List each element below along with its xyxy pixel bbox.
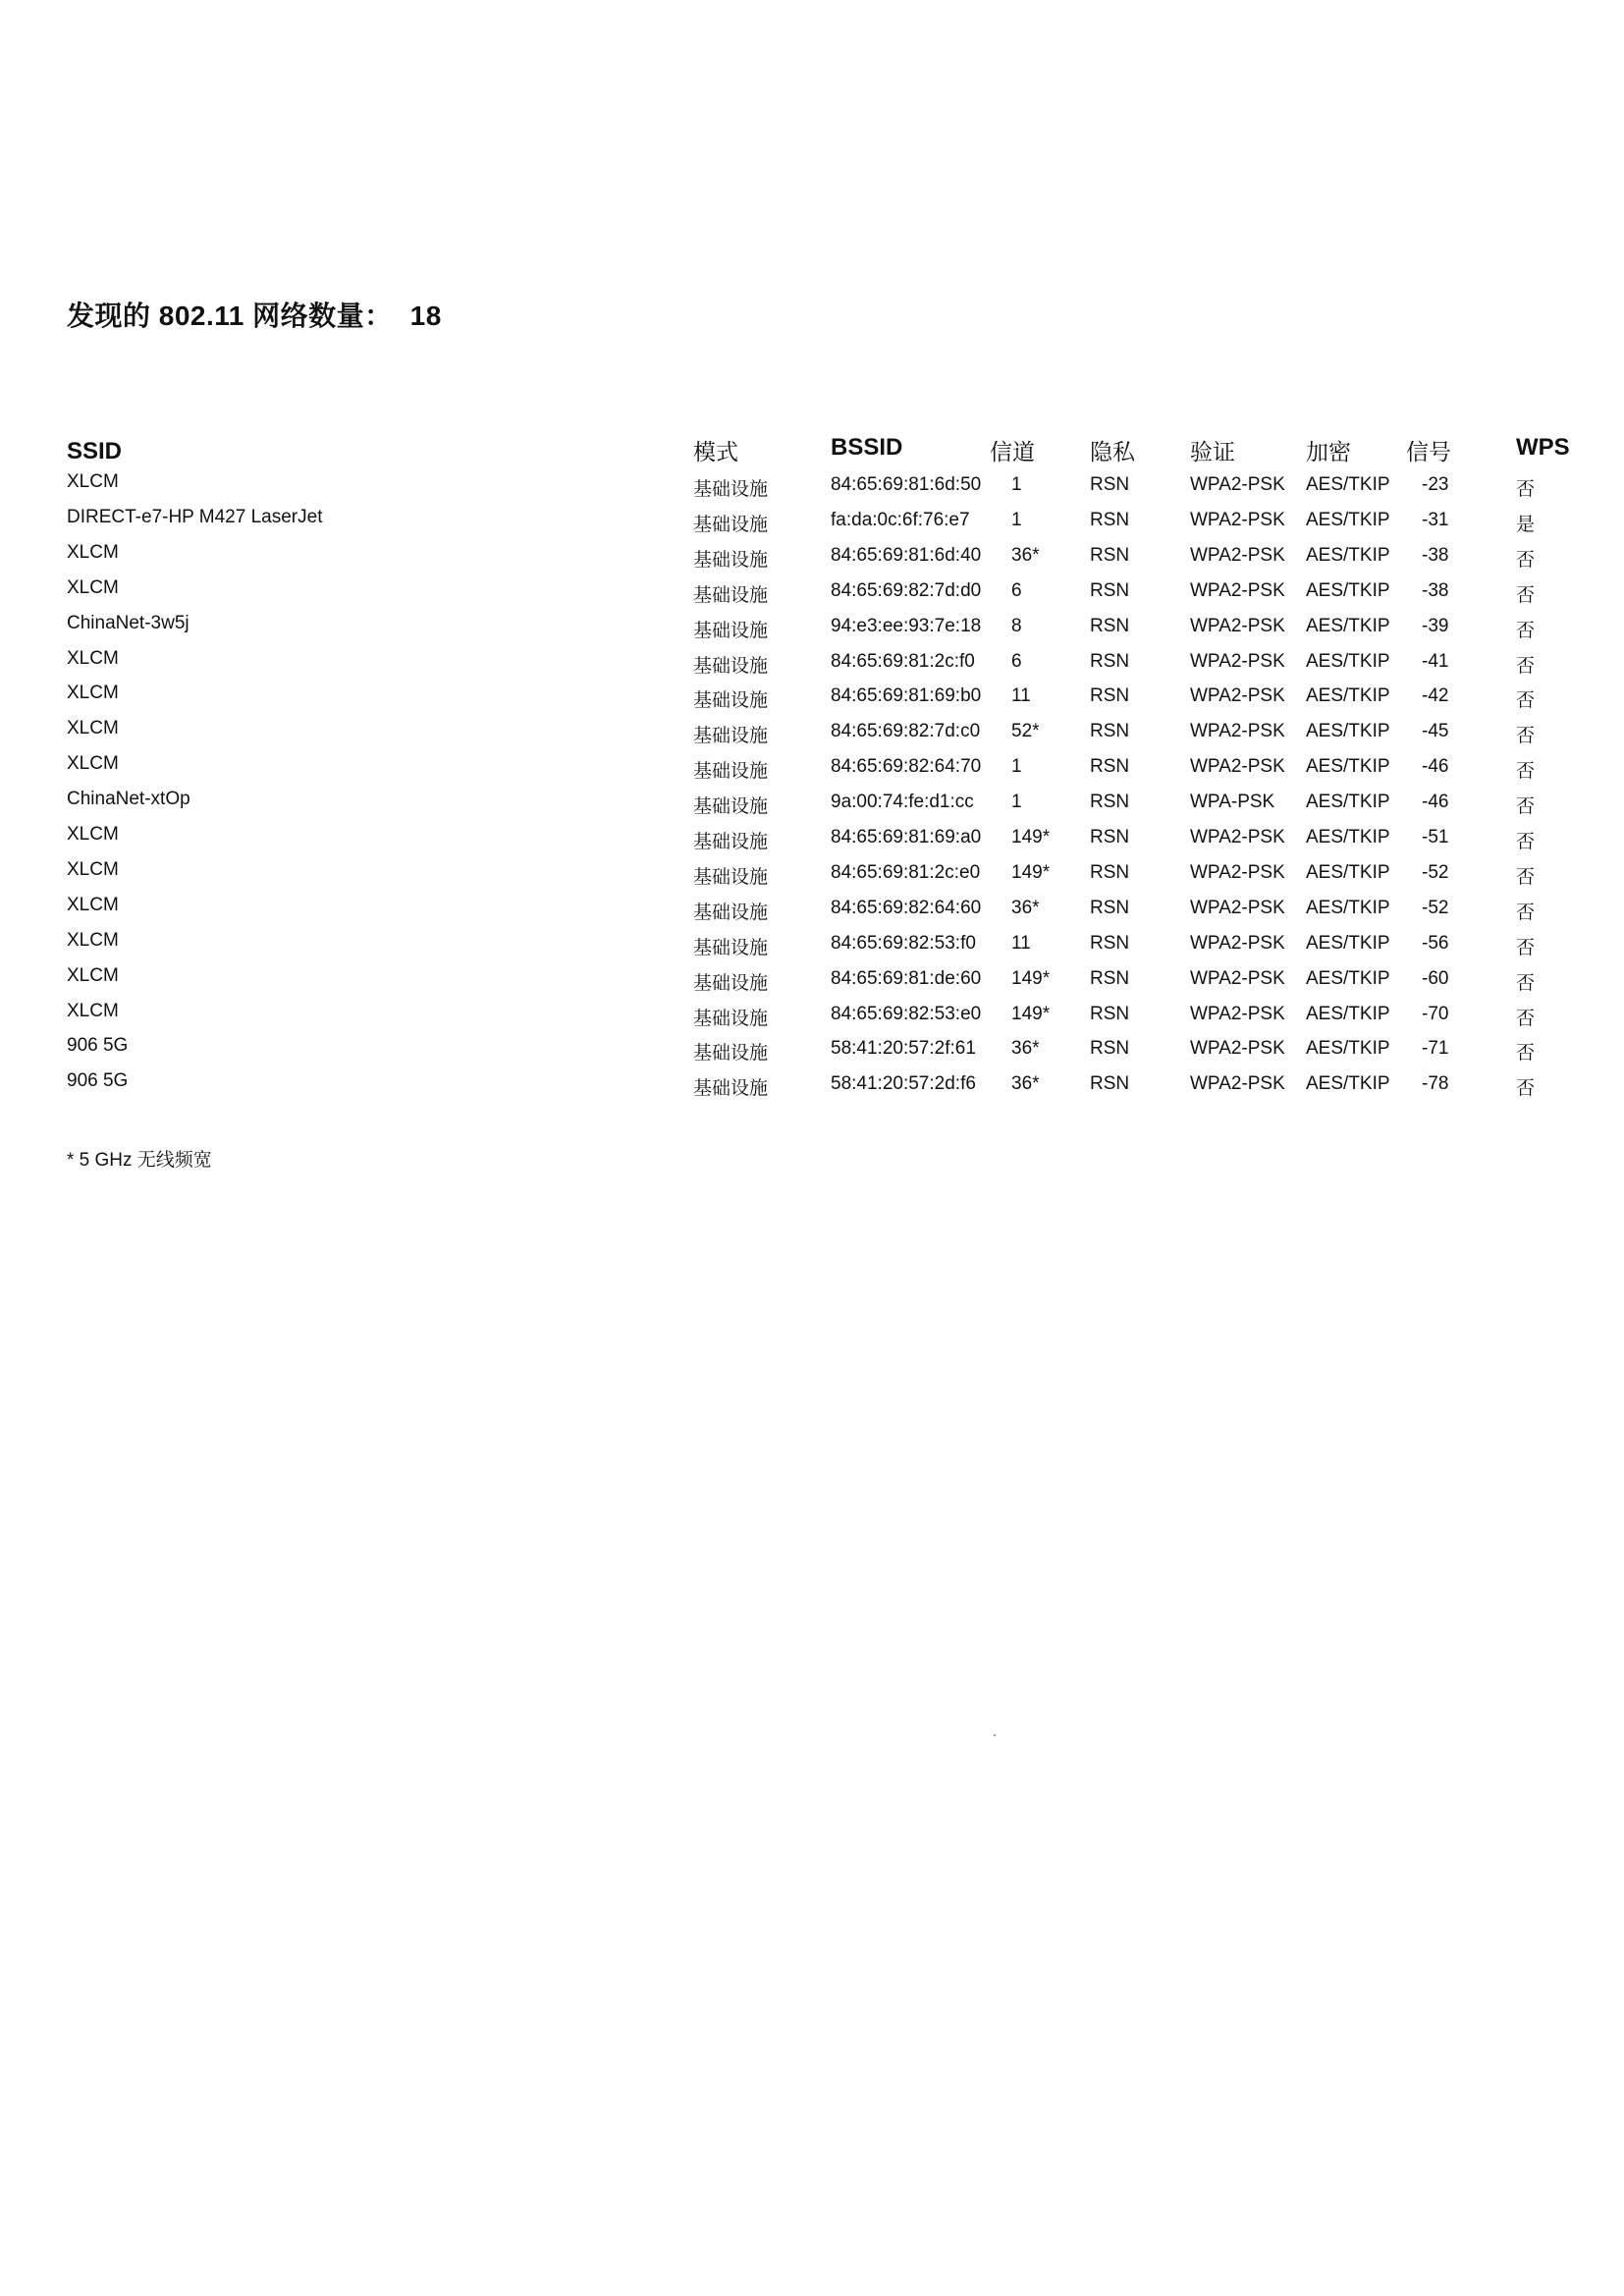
cell-encryption: AES/TKIP	[1306, 967, 1390, 989]
cell-channel: 149*	[1011, 861, 1051, 883]
network-count: 18	[409, 301, 442, 331]
cell-encryption: AES/TKIP	[1306, 474, 1390, 495]
table-row	[0, 507, 1624, 542]
cell-auth: WPA2-PSK	[1190, 967, 1285, 989]
cell-auth: WPA2-PSK	[1190, 827, 1285, 847]
cell-channel: 6	[1011, 579, 1022, 601]
cell-ssid: XLCM	[67, 894, 119, 915]
cell-signal: -45	[1422, 721, 1449, 742]
header-encryption: 加密	[1306, 439, 1351, 465]
table-row	[0, 895, 1624, 930]
cell-signal: -52	[1422, 861, 1449, 883]
cell-signal: -52	[1422, 897, 1449, 918]
table-row	[0, 930, 1624, 965]
cell-channel: 52*	[1011, 721, 1040, 742]
cell-privacy: RSN	[1090, 685, 1130, 707]
cell-auth: WPA2-PSK	[1190, 721, 1285, 742]
scan-speck	[994, 1734, 996, 1736]
cell-ssid: XLCM	[67, 929, 119, 951]
cell-wps: 是	[1516, 514, 1536, 535]
cell-bssid: 84:65:69:81:6d:40	[831, 544, 982, 566]
cell-mode: 基础设施	[693, 866, 769, 888]
cell-mode: 基础设施	[693, 761, 769, 783]
cell-auth: WPA2-PSK	[1190, 932, 1285, 954]
cell-ssid: ChinaNet-xtOp	[67, 789, 190, 810]
cell-ssid: XLCM	[67, 541, 119, 563]
table-row	[0, 542, 1624, 577]
cell-mode: 基础设施	[693, 1043, 769, 1065]
cell-channel: 149*	[1011, 827, 1051, 847]
cell-encryption: AES/TKIP	[1306, 615, 1390, 636]
cell-bssid: 94:e3:ee:93:7e:18	[831, 615, 982, 636]
cell-mode: 基础设施	[693, 937, 769, 958]
cell-channel: 36*	[1011, 897, 1040, 918]
cell-channel: 149*	[1011, 967, 1051, 989]
cell-ssid: XLCM	[67, 471, 119, 492]
cell-wps: 否	[1516, 1043, 1536, 1065]
header-privacy: 隐私	[1090, 439, 1135, 465]
cell-signal: -41	[1422, 650, 1449, 672]
cell-auth: WPA2-PSK	[1190, 615, 1285, 636]
cell-mode: 基础设施	[693, 832, 769, 852]
header-channel: 信道	[990, 439, 1035, 465]
cell-wps: 否	[1516, 796, 1536, 818]
table-row	[0, 471, 1624, 507]
table-row	[0, 1070, 1624, 1106]
cell-signal: -38	[1422, 544, 1449, 566]
header-wps: WPS	[1516, 434, 1570, 461]
cell-bssid: 84:65:69:82:64:60	[831, 897, 982, 918]
cell-ssid: XLCM	[67, 1000, 119, 1021]
cell-signal: -23	[1422, 474, 1449, 495]
cell-signal: -70	[1422, 1003, 1449, 1024]
cell-bssid: 84:65:69:82:53:e0	[831, 1003, 982, 1024]
cell-bssid: 58:41:20:57:2f:61	[831, 1038, 976, 1060]
cell-encryption: AES/TKIP	[1306, 721, 1390, 742]
cell-wps: 否	[1516, 866, 1536, 888]
cell-auth: WPA2-PSK	[1190, 509, 1285, 530]
cell-auth: WPA2-PSK	[1190, 650, 1285, 672]
cell-privacy: RSN	[1090, 897, 1130, 918]
header-mode: 模式	[693, 439, 738, 465]
table-row	[0, 965, 1624, 1001]
table-row	[0, 859, 1624, 895]
cell-ssid: XLCM	[67, 718, 119, 739]
cell-encryption: AES/TKIP	[1306, 1003, 1390, 1024]
cell-encryption: AES/TKIP	[1306, 1038, 1390, 1060]
cell-ssid: XLCM	[67, 824, 119, 845]
cell-channel: 11	[1011, 685, 1031, 707]
cell-wps: 否	[1516, 761, 1536, 783]
cell-ssid: 906 5G	[67, 1035, 129, 1057]
cell-bssid: 58:41:20:57:2d:f6	[831, 1073, 976, 1095]
cell-ssid: XLCM	[67, 858, 119, 880]
header-bssid: BSSID	[831, 434, 903, 461]
cell-mode: 基础设施	[693, 1008, 769, 1029]
cell-mode: 基础设施	[693, 479, 769, 500]
cell-channel: 1	[1011, 474, 1022, 495]
cell-signal: -71	[1422, 1038, 1449, 1060]
cell-privacy: RSN	[1090, 544, 1130, 566]
cell-bssid: 84:65:69:82:64:70	[831, 756, 982, 778]
cell-mode: 基础设施	[693, 902, 769, 923]
cell-mode: 基础设施	[693, 726, 769, 747]
cell-privacy: RSN	[1090, 650, 1130, 672]
cell-auth: WPA2-PSK	[1190, 1073, 1285, 1095]
cell-channel: 36*	[1011, 1038, 1040, 1060]
cell-ssid: XLCM	[67, 753, 119, 775]
cell-wps: 否	[1516, 1008, 1536, 1029]
cell-mode: 基础设施	[693, 620, 769, 641]
title-label: 发现的 802.11 网络数量：	[67, 301, 393, 331]
cell-privacy: RSN	[1090, 474, 1130, 495]
footnote: * 5 GHz 无线频宽	[67, 1150, 212, 1171]
cell-mode: 基础设施	[693, 796, 769, 818]
cell-channel: 1	[1011, 756, 1022, 778]
cell-bssid: 84:65:69:81:69:b0	[831, 685, 982, 707]
cell-encryption: AES/TKIP	[1306, 544, 1390, 566]
cell-wps: 否	[1516, 690, 1536, 712]
table-row	[0, 1035, 1624, 1070]
cell-wps: 否	[1516, 620, 1536, 641]
cell-encryption: AES/TKIP	[1306, 861, 1390, 883]
cell-wps: 否	[1516, 972, 1536, 994]
table-row	[0, 577, 1624, 613]
cell-mode: 基础设施	[693, 584, 769, 606]
cell-signal: -51	[1422, 827, 1449, 847]
cell-wps: 否	[1516, 655, 1536, 677]
cell-mode: 基础设施	[693, 655, 769, 677]
cell-privacy: RSN	[1090, 509, 1130, 530]
cell-signal: -46	[1422, 756, 1449, 778]
header-signal: 信号	[1406, 439, 1451, 465]
cell-privacy: RSN	[1090, 615, 1130, 636]
cell-privacy: RSN	[1090, 827, 1130, 847]
cell-wps: 否	[1516, 549, 1536, 571]
cell-channel: 6	[1011, 650, 1022, 672]
cell-channel: 36*	[1011, 544, 1040, 566]
table-row	[0, 648, 1624, 683]
cell-ssid: 906 5G	[67, 1070, 129, 1092]
cell-ssid: XLCM	[67, 647, 119, 669]
cell-signal: -46	[1422, 792, 1449, 813]
cell-ssid: DIRECT-e7-HP M427 LaserJet	[67, 506, 323, 527]
cell-wps: 否	[1516, 584, 1536, 606]
cell-bssid: 84:65:69:81:69:a0	[831, 827, 982, 847]
cell-privacy: RSN	[1090, 721, 1130, 742]
cell-auth: WPA-PSK	[1190, 792, 1275, 813]
cell-bssid: 84:65:69:81:2c:e0	[831, 861, 981, 883]
cell-ssid: ChinaNet-3w5j	[67, 612, 189, 633]
table-row	[0, 683, 1624, 718]
cell-privacy: RSN	[1090, 1073, 1130, 1095]
cell-signal: -42	[1422, 685, 1449, 707]
cell-bssid: 84:65:69:82:7d:d0	[831, 579, 982, 601]
cell-channel: 1	[1011, 509, 1022, 530]
cell-auth: WPA2-PSK	[1190, 1038, 1285, 1060]
cell-bssid: 84:65:69:82:7d:c0	[831, 721, 981, 742]
cell-bssid: 84:65:69:82:53:f0	[831, 932, 976, 954]
cell-auth: WPA2-PSK	[1190, 544, 1285, 566]
cell-signal: -31	[1422, 509, 1449, 530]
cell-channel: 8	[1011, 615, 1022, 636]
cell-channel: 149*	[1011, 1003, 1051, 1024]
cell-auth: WPA2-PSK	[1190, 897, 1285, 918]
header-ssid: SSID	[67, 438, 123, 465]
cell-signal: -78	[1422, 1073, 1449, 1095]
cell-encryption: AES/TKIP	[1306, 897, 1390, 918]
cell-wps: 否	[1516, 479, 1536, 500]
cell-bssid: 84:65:69:81:2c:f0	[831, 650, 975, 672]
cell-encryption: AES/TKIP	[1306, 509, 1390, 530]
table-row	[0, 1001, 1624, 1036]
cell-mode: 基础设施	[693, 690, 769, 712]
cell-auth: WPA2-PSK	[1190, 1003, 1285, 1024]
cell-privacy: RSN	[1090, 756, 1130, 778]
cell-bssid: fa:da:0c:6f:76:e7	[831, 509, 970, 530]
cell-signal: -56	[1422, 932, 1449, 954]
cell-mode: 基础设施	[693, 514, 769, 535]
cell-encryption: AES/TKIP	[1306, 932, 1390, 954]
cell-wps: 否	[1516, 726, 1536, 747]
cell-ssid: XLCM	[67, 683, 119, 704]
table-row	[0, 789, 1624, 824]
cell-signal: -38	[1422, 579, 1449, 601]
cell-mode: 基础设施	[693, 972, 769, 994]
cell-privacy: RSN	[1090, 967, 1130, 989]
cell-privacy: RSN	[1090, 932, 1130, 954]
cell-encryption: AES/TKIP	[1306, 685, 1390, 707]
table-row	[0, 718, 1624, 753]
cell-encryption: AES/TKIP	[1306, 827, 1390, 847]
cell-bssid: 84:65:69:81:6d:50	[831, 474, 982, 495]
cell-auth: WPA2-PSK	[1190, 474, 1285, 495]
cell-ssid: XLCM	[67, 964, 119, 986]
cell-privacy: RSN	[1090, 792, 1130, 813]
cell-ssid: XLCM	[67, 576, 119, 598]
cell-wps: 否	[1516, 937, 1536, 958]
cell-privacy: RSN	[1090, 1003, 1130, 1024]
cell-encryption: AES/TKIP	[1306, 756, 1390, 778]
header-auth: 验证	[1190, 439, 1235, 465]
cell-channel: 11	[1011, 932, 1031, 954]
table-row	[0, 753, 1624, 789]
cell-encryption: AES/TKIP	[1306, 650, 1390, 672]
cell-encryption: AES/TKIP	[1306, 1073, 1390, 1095]
cell-privacy: RSN	[1090, 579, 1130, 601]
cell-auth: WPA2-PSK	[1190, 861, 1285, 883]
cell-signal: -39	[1422, 615, 1449, 636]
table-row	[0, 613, 1624, 648]
cell-signal: -60	[1422, 967, 1449, 989]
cell-mode: 基础设施	[693, 549, 769, 571]
cell-wps: 否	[1516, 1078, 1536, 1100]
cell-mode: 基础设施	[693, 1078, 769, 1100]
cell-bssid: 84:65:69:81:de:60	[831, 967, 982, 989]
table-row	[0, 824, 1624, 859]
cell-bssid: 9a:00:74:fe:d1:cc	[831, 792, 974, 813]
page-title	[67, 295, 442, 334]
cell-encryption: AES/TKIP	[1306, 792, 1390, 813]
cell-auth: WPA2-PSK	[1190, 579, 1285, 601]
cell-auth: WPA2-PSK	[1190, 685, 1285, 707]
cell-wps: 否	[1516, 832, 1536, 852]
cell-channel: 36*	[1011, 1073, 1040, 1095]
cell-auth: WPA2-PSK	[1190, 756, 1285, 778]
cell-privacy: RSN	[1090, 861, 1130, 883]
cell-encryption: AES/TKIP	[1306, 579, 1390, 601]
cell-channel: 1	[1011, 792, 1022, 813]
cell-privacy: RSN	[1090, 1038, 1130, 1060]
cell-wps: 否	[1516, 902, 1536, 923]
